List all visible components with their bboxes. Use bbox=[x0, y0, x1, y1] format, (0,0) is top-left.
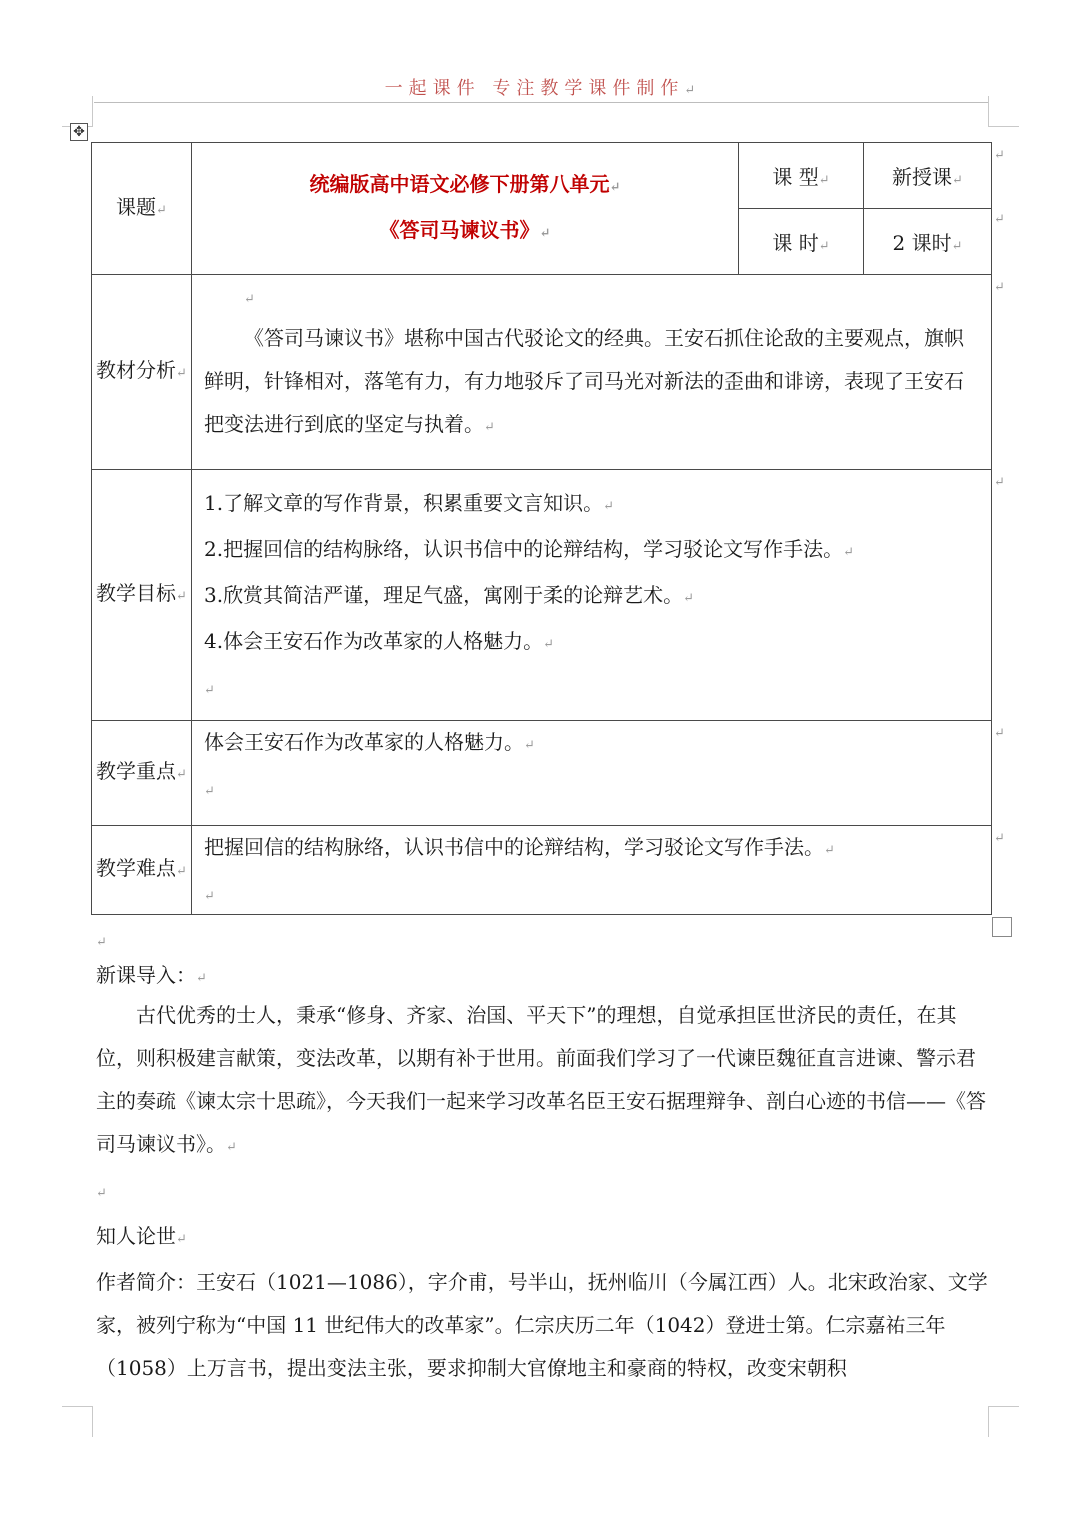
row-end-mark: ↵ bbox=[994, 280, 1005, 295]
lesson-hours-label: 课 时↵ bbox=[739, 209, 864, 275]
difficulty-label-cell: 教学难点↵ bbox=[92, 826, 192, 915]
goals-label-cell: 教学目标↵ bbox=[92, 470, 192, 721]
goal-item: 3.欣赏其简洁严谨，理足气盛，寓刚于柔的论辩艺术。↵ bbox=[204, 583, 694, 607]
intro-heading: 新课导入：↵ bbox=[96, 963, 207, 987]
intro-paragraph: 古代优秀的士人，秉承“修身、齐家、治国、平天下”的理想，自觉承担匡世济民的责任，在其位，则积极建言献策，变法改革，以期有补于世用。前面我们学习了一代谏臣魏征直言进谏、警示君主的奏疏《谏太宗十思疏》，今天我们一起来学习改革名臣王安石据理辩争、剖白心迹的书信——《答司马谏议书》。↵ bbox=[96, 1003, 986, 1156]
margin-corner-bottom-right bbox=[988, 1406, 1019, 1437]
key-label-cell: 教学重点↵ bbox=[92, 721, 192, 826]
difficulty-text: 把握回信的结构脉络，认识书信中的论辩结构，学习驳论文写作手法。↵ bbox=[204, 835, 835, 859]
empty-paragraph: ↵ bbox=[96, 935, 107, 950]
page-header-text: 一起课件 专注教学课件制作 bbox=[384, 78, 685, 99]
lesson-hours-value[interactable]: 2 课时↵ bbox=[864, 209, 992, 275]
key-point-text: 体会王安石作为改革家的人格魅力。↵ bbox=[204, 730, 535, 754]
analysis-text-cell[interactable]: ↵ 《答司马谏议书》堪称中国古代驳论文的经典。王安石抓住论敌的主要观点，旗帜鲜明，针锋相对，落笔有力，有力地驳斥了司马光对新法的歪曲和诽谤，表现了王安石把变法进行到底的坚定与执着。↵ bbox=[192, 275, 992, 470]
table-resize-handle[interactable] bbox=[992, 917, 1012, 937]
row-end-mark: ↵ bbox=[994, 212, 1005, 227]
lesson-type-value[interactable]: 新授课↵ bbox=[864, 143, 992, 209]
author-paragraph: 作者简介：王安石（1021—1086），字介甫，号半山，抚州临川（今属江西）人。北宋政治家、文学家，被列宁称为“中国 11 世纪伟大的改革家”。仁宗庆历二年（1042）登进士第。仁宗嘉祐三年（1058）上万言书，提出变法主张，要求抑制大官僚地主和豪商的特权，改变宋朝积 bbox=[96, 1270, 988, 1380]
topic-label-cell: 课题↵ bbox=[92, 143, 192, 275]
lesson-title-cell[interactable] bbox=[192, 143, 739, 275]
key-point-cell[interactable]: 体会王安石作为改革家的人格魅力。↵ ↵ bbox=[192, 721, 992, 826]
paragraph-mark-icon: ↵ bbox=[684, 83, 696, 98]
lesson-plan-table bbox=[91, 142, 992, 915]
margin-corner-bottom-left bbox=[62, 1406, 93, 1437]
lesson-title-line1: 统编版高中语文必修下册第八单元↵ bbox=[309, 171, 621, 196]
goal-item: 1.了解文章的写作背景，积累重要文言知识。↵ bbox=[204, 491, 614, 515]
margin-corner-top-right bbox=[988, 96, 1019, 127]
lesson-type-label: 课 型↵ bbox=[739, 143, 864, 209]
row-end-mark: ↵ bbox=[994, 475, 1005, 490]
document-body bbox=[96, 935, 988, 1390]
section-heading: 知人论世↵ bbox=[96, 1224, 187, 1248]
row-end-mark: ↵ bbox=[994, 726, 1005, 741]
analysis-label-cell: 教材分析↵ bbox=[92, 275, 192, 470]
difficulty-cell[interactable]: 把握回信的结构脉络，认识书信中的论辩结构，学习驳论文写作手法。↵ ↵ bbox=[192, 826, 992, 915]
lesson-title-line2: 《答司马谏议书》↵ bbox=[379, 217, 551, 242]
goals-cell[interactable]: 1.了解文章的写作背景，积累重要文言知识。↵ 2.把握回信的结构脉络，认识书信中的论辩结构，学习驳论文写作手法。↵ 3.欣赏其简洁严谨，理足气盛，寓刚于柔的论辩艺术。↵ 4.体会王安石作为改革家的人格魅力。↵ ↵ bbox=[192, 470, 992, 721]
header-divider bbox=[94, 102, 988, 103]
goal-item: 2.把握回信的结构脉络，认识书信中的论辩结构，学习驳论文写作手法。↵ bbox=[204, 537, 854, 561]
page-header bbox=[0, 74, 1080, 100]
analysis-text: 《答司马谏议书》堪称中国古代驳论文的经典。王安石抓住论敌的主要观点，旗帜鲜明，针锋相对，落笔有力，有力地驳斥了司马光对新法的歪曲和诽谤，表现了王安石把变法进行到底的坚定与执着。↵ bbox=[204, 326, 964, 436]
table-move-handle-icon[interactable]: ✥ bbox=[70, 123, 88, 141]
row-end-mark: ↵ bbox=[994, 831, 1005, 846]
empty-paragraph: ↵ bbox=[96, 1186, 107, 1201]
goal-item: 4.体会王安石作为改革家的人格魅力。↵ bbox=[204, 629, 554, 653]
row-end-mark: ↵ bbox=[994, 148, 1005, 163]
